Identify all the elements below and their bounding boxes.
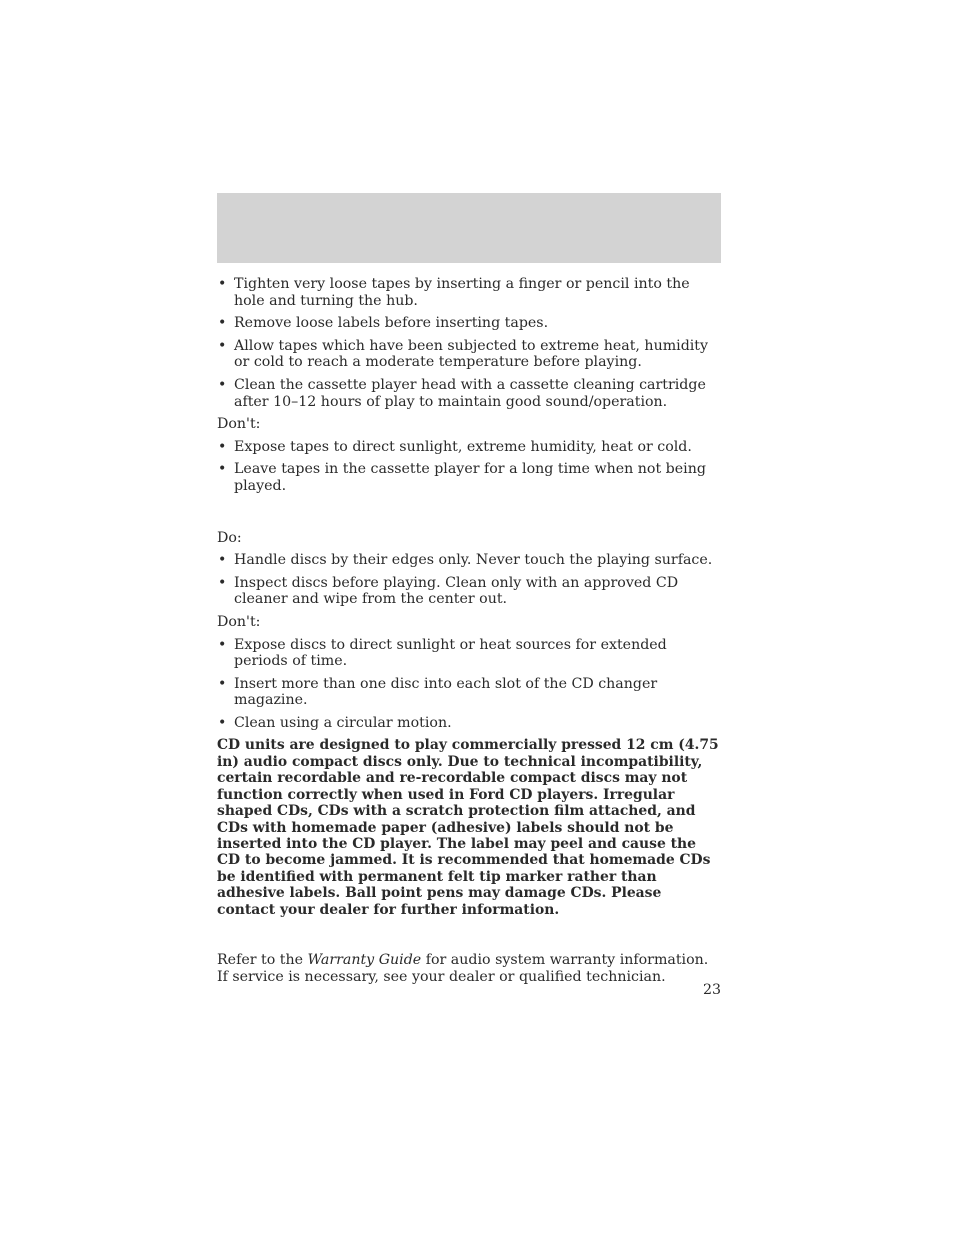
- page-number: 23: [702, 982, 721, 998]
- bullet-icon: •: [218, 636, 227, 653]
- warranty-guide-title: Warranty Guide: [307, 951, 422, 968]
- list-item: • Allow tapes which have been subjected to extreme heat, humidity or cold to reach a moderate temperature before playing.: [218, 337, 709, 371]
- page-content: [217, 276, 721, 985]
- section-header-band: [217, 193, 721, 263]
- list-item: • Clean using a circular motion.: [218, 714, 452, 731]
- bullet-icon: •: [218, 675, 227, 692]
- list-item: • Clean the cassette player head with a cassette cleaning cartridge after 10–12 hours of play to maintain good sound/operation.: [218, 376, 706, 410]
- tape-dont-list: [217, 439, 721, 495]
- bullet-icon: •: [218, 552, 227, 569]
- list-item: • Expose discs to direct sunlight or heat sources for extended periods of time.: [218, 636, 667, 670]
- list-item: • Tighten very loose tapes by inserting a finger or pencil into the hole and turning the hub.: [218, 276, 690, 309]
- bullet-icon: •: [218, 461, 227, 478]
- bullet-icon: •: [218, 574, 227, 591]
- tape-do-list: [217, 276, 721, 410]
- bullet-icon: •: [218, 337, 227, 354]
- bullet-icon: •: [218, 714, 227, 731]
- bullet-icon: •: [218, 376, 227, 393]
- list-item: • Leave tapes in the cassette player for a long time when not being played.: [218, 461, 706, 494]
- list-item: • Expose tapes to direct sunlight, extreme humidity, heat or cold.: [218, 438, 692, 455]
- bullet-icon: •: [218, 276, 227, 292]
- list-item: • Remove loose labels before inserting tapes.: [218, 315, 549, 332]
- cd-dont-label: Don't:: [217, 613, 261, 630]
- tape-dont-label: Don't:: [217, 416, 261, 433]
- bullet-icon: •: [218, 315, 227, 332]
- cd-compatibility-warning: CD units are designed to play commercially pressed 12 cm (4.75 in) audio compact discs only. Due to technical incompatibility, certain recordable and re-recordable compact discs may not function correctly when used in Ford CD players. Irregular shaped CDs, CDs with a scratch protection film attached, and CDs with homemade paper (adhesive) labels should not be inserted into the CD player. The label may peel and cause the CD to become jammed. It is recommended that homemade CDs be identified with permanent felt tip marker rather than adhesive labels. Ball point pens may damage CDs. Please contact your dealer for further information.: [217, 737, 719, 918]
- cd-do-list: [217, 552, 721, 608]
- cd-do-label: Do:: [217, 529, 242, 546]
- list-item: • Handle discs by their edges only. Never touch the playing surface.: [218, 552, 713, 569]
- list-item: • Inspect discs before playing. Clean only with an approved CD cleaner and wipe from the center out.: [218, 574, 679, 608]
- bullet-icon: •: [218, 438, 227, 455]
- list-item: • Insert more than one disc into each slot of the CD changer magazine.: [218, 675, 658, 709]
- warranty-note: Refer to the Warranty Guide for audio system warranty information. If service is necessary, see your dealer or qualified technician.: [217, 951, 709, 985]
- cd-dont-list: [217, 637, 721, 732]
